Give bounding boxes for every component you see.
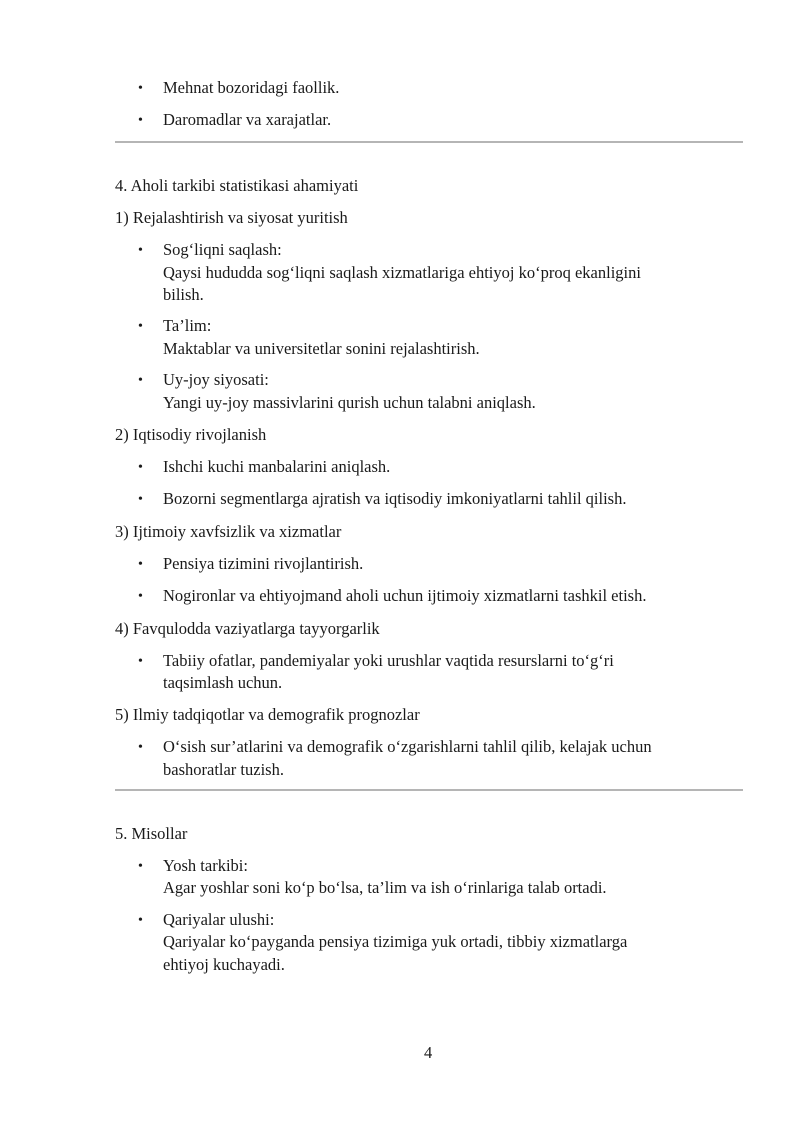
subsection-heading: 3) Ijtimoiy xavfsizlik va xizmatlar xyxy=(115,522,342,541)
bullet-marker: • xyxy=(138,654,143,669)
list-item: Ishchi kuchi manbalarini aniqlash. xyxy=(163,457,391,476)
section-heading: 5. Misollar xyxy=(115,824,188,843)
subsection-heading: 5) Ilmiy tadqiqotlar va demografik prognozlar xyxy=(115,705,420,724)
list-item-label: Sog‘liqni saqlash: xyxy=(163,240,282,259)
section-divider xyxy=(115,789,743,791)
bullet-marker: • xyxy=(138,373,143,388)
list-item: Bozorni segmentlarga ajratish va iqtisodiy imkoniyatlarni tahlil qilish. xyxy=(163,489,627,508)
bullet-marker: • xyxy=(138,319,143,334)
section-heading: 4. Aholi tarkibi statistikasi ahamiyati xyxy=(115,176,359,195)
list-item-text: bilish. xyxy=(163,285,204,304)
bullet-marker: • xyxy=(138,913,143,928)
bullet-marker: • xyxy=(138,460,143,475)
bullet-marker: • xyxy=(138,557,143,572)
list-item-label: Yosh tarkibi: xyxy=(163,856,248,875)
list-item: Pensiya tizimini rivojlantirish. xyxy=(163,554,364,573)
list-item-text: ehtiyoj kuchayadi. xyxy=(163,955,285,974)
list-item-text: bashoratlar tuzish. xyxy=(163,760,284,779)
list-item: Mehnat bozoridagi faollik. xyxy=(163,78,340,97)
list-item-text: Qaysi hududda sog‘liqni saqlash xizmatlariga ehtiyoj ko‘proq ekanligini xyxy=(163,263,641,282)
list-item-text: Yangi uy-joy massivlarini qurish uchun talabni aniqlash. xyxy=(163,393,536,412)
bullet-marker: • xyxy=(138,859,143,874)
list-item-text: Maktablar va universitetlar sonini rejalashtirish. xyxy=(163,339,480,358)
subsection-heading: 4) Favqulodda vaziyatlarga tayyorgarlik xyxy=(115,619,380,638)
bullet-marker: • xyxy=(138,113,143,128)
list-item: Daromadlar va xarajatlar. xyxy=(163,110,332,129)
bullet-marker: • xyxy=(138,492,143,507)
bullet-marker: • xyxy=(138,81,143,96)
list-item-label: Ta’lim: xyxy=(163,316,212,335)
list-item-text: O‘sish sur’atlarini va demografik o‘zgarishlarni tahlil qilib, kelajak uchun xyxy=(163,737,652,756)
subsection-heading: 2) Iqtisodiy rivojlanish xyxy=(115,425,267,444)
bullet-marker: • xyxy=(138,243,143,258)
bullet-marker: • xyxy=(138,740,143,755)
subsection-heading: 1) Rejalashtirish va siyosat yuritish xyxy=(115,208,348,227)
list-item-label: Qariyalar ulushi: xyxy=(163,910,275,929)
page-number: 4 xyxy=(424,1043,433,1062)
list-item-text: Tabiiy ofatlar, pandemiyalar yoki urushlar vaqtida resurslarni to‘g‘ri xyxy=(163,651,614,670)
list-item-label: Uy-joy siyosati: xyxy=(163,370,269,389)
section-divider xyxy=(115,141,743,143)
list-item: Nogironlar va ehtiyojmand aholi uchun ijtimoiy xizmatlarni tashkil etish. xyxy=(163,586,647,605)
list-item-text: Agar yoshlar soni ko‘p bo‘lsa, ta’lim va ish o‘rinlariga talab ortadi. xyxy=(163,878,607,897)
list-item-text: Qariyalar ko‘payganda pensiya tizimiga yuk ortadi, tibbiy xizmatlarga xyxy=(163,932,628,951)
bullet-marker: • xyxy=(138,589,143,604)
list-item-text: taqsimlash uchun. xyxy=(163,673,283,692)
